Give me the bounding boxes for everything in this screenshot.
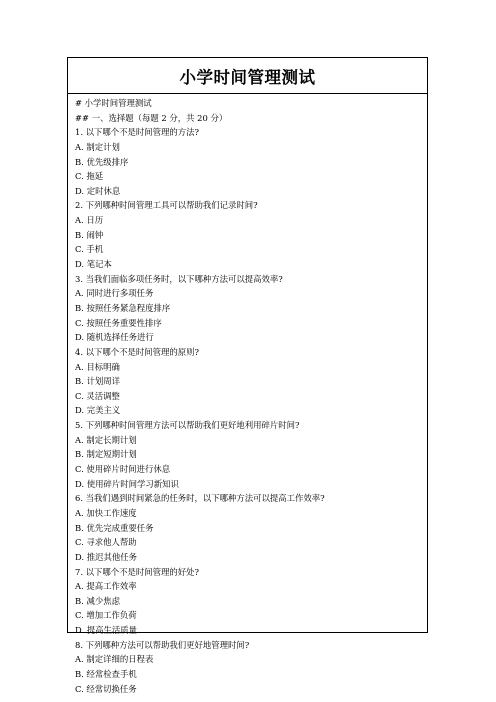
text-line: D. 完美主义 (75, 405, 121, 416)
text-line: B. 按照任务紧急程度排序 (75, 302, 171, 313)
text-line: A. 制定详细的日程表 (75, 654, 154, 665)
text-line: C. 增加工作负荷 (75, 610, 137, 621)
text-line: A. 加快工作速度 (75, 507, 137, 518)
document-title: 小学时间管理测试 (179, 68, 316, 87)
text-line: D. 推迟其他任务 (75, 551, 137, 562)
text-line: D. 提高生活质量 (75, 625, 137, 636)
text-line: B. 优先级排序 (75, 156, 129, 167)
text-line: D. 使用碎片时间学习新知识 (75, 478, 179, 489)
text-line: D. 定时休息 (75, 185, 121, 196)
text-line: A. 制定长期计划 (75, 434, 137, 445)
text-line: A. 日历 (75, 215, 104, 226)
text-line: A. 制定计划 (75, 141, 120, 152)
text-line: B. 减少焦虑 (75, 595, 120, 606)
text-line: 7. 以下哪个不是时间管理的好处? (75, 566, 200, 577)
text-line: C. 按照任务重要性排序 (75, 317, 162, 328)
text-line: B. 经常检查手机 (75, 668, 137, 679)
text-line: 5. 下列哪种时间管理方法可以帮助我们更好地利用碎片时间? (75, 420, 300, 431)
text-line: A. 提高工作效率 (75, 581, 137, 592)
text-line: 4. 以下哪个不是时间管理的原则? (75, 346, 200, 357)
text-line: D. 笔记本 (75, 259, 112, 270)
text-line: C. 手机 (75, 244, 104, 255)
text-line: B. 制定短期计划 (75, 449, 137, 460)
text-line: 8. 下列哪种方法可以帮助我们更好地管理时间? (75, 639, 250, 650)
title-row (68, 58, 427, 94)
document-frame (67, 57, 428, 694)
text-line: C. 经常切换任务 (75, 683, 137, 694)
text-line: 1. 以下哪个不是时间管理的方法? (75, 127, 200, 138)
text-line: C. 寻求他人帮助 (75, 537, 137, 548)
text-line: 6. 当我们遇到时间紧急的任务时，以下哪种方法可以提高工作效率? (75, 493, 325, 504)
text-line: ## 一、选择题（每题 2 分，共 20 分） (75, 112, 228, 123)
text-line: A. 同时进行多项任务 (75, 288, 154, 299)
text-line: C. 使用碎片时间进行休息 (75, 464, 171, 475)
text-line: B. 计划周详 (75, 376, 120, 387)
text-line: B. 优先完成重要任务 (75, 522, 154, 533)
text-line: D. 随机选择任务进行 (75, 332, 154, 343)
text-line: A. 目标明确 (75, 361, 120, 372)
text-line: B. 闹钟 (75, 229, 104, 240)
text-line: 3. 当我们面临多项任务时，以下哪种方法可以提高效率? (75, 273, 283, 284)
text-line: 2. 下列哪种时间管理工具可以帮助我们记录时间? (75, 200, 258, 211)
text-line: # 小学时间管理测试 (75, 98, 152, 108)
text-line: C. 灵活调整 (75, 390, 120, 401)
text-line: C. 拖延 (75, 171, 104, 182)
document-body (75, 96, 423, 696)
